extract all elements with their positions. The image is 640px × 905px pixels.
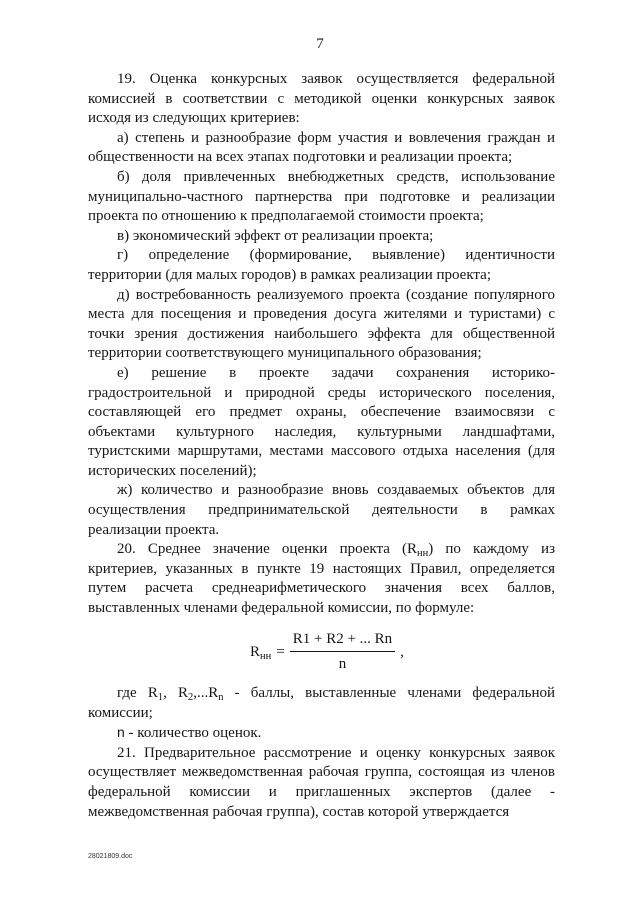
formula-equals: = (276, 643, 285, 660)
formula-lhs-symbol: R (250, 643, 261, 660)
file-name-footer: 28021809.doc (88, 853, 133, 860)
formula-explanation (88, 684, 555, 723)
formula-lhs-subscript: нн (260, 650, 272, 662)
formula-comma: , (400, 643, 404, 660)
paragraph-21: 21. Предварительное рассмотрение и оценку конкурсных заявок осуществляет межведомственная рабочая группа, состоящая из членов федеральной комиссии и приглашенных экспертов (далее - межведомственная рабочая группа), состав которой утверждается (88, 744, 555, 820)
where-sep-2: ,...R (193, 685, 219, 701)
formula-lhs (250, 643, 285, 661)
criterion-zh: ж) количество и разнообразие вновь создаваемых объектов для осуществления предпринимательской деятельности в рамках реализации проекта. (88, 482, 555, 538)
average-score-formula (250, 630, 404, 673)
formula-denominator: n (338, 656, 347, 672)
n-symbol: n (117, 724, 125, 741)
where-sub-n: n (218, 692, 224, 704)
criterion-a: а) степень и разнообразие форм участия и вовлечения граждан и общественности на всех этапах подготовки и реализации проекта; (88, 129, 555, 166)
paragraph-20-start: 20. Среднее значение оценки проекта (R (117, 541, 418, 558)
paragraph-19: 19. Оценка конкурсных заявок осуществляется федеральной комиссией в соответствии с методикой оценки конкурсных заявок исходя из следующих критериев: (88, 71, 555, 127)
paragraph-20-subscript: нн (417, 548, 429, 560)
criterion-d: д) востребованность реализуемого проекта (создание популярного места для посещения и проведения досуга жителями и туристами) с точки зрения достижения наибольшего эффекта для общественной территории соответствующего муниципального образования; (88, 286, 555, 362)
criterion-e: е) решение в проекте задачи сохранения историко-градостроительной и природной среды исторического поселения, составляющей его предмет охраны, обеспечение взаимосвязи с объектами культурного наследия, культурными ландшафтами, туристскими маршрутами, местами массового отдыха населения (для исторических поселений); (88, 364, 555, 479)
where-prefix: где R (117, 685, 158, 701)
section-where-21 (88, 684, 555, 822)
formula-numerator: R1 + R2 + ... Rn (290, 630, 395, 652)
paragraph-20-rest: ) по каждому из критериев, указанных в пункте 19 настоящих Правил, определяется путем расчета среднеарифметического значения всех баллов, выставленных членами федеральной комиссии, по формуле: (88, 541, 555, 617)
n-definition (88, 723, 555, 744)
criterion-g: г) определение (формирование, выявление) идентичности территории (для малых городов) в рамках реализации проекта; (88, 247, 555, 283)
where-sub-1: 1 (157, 692, 164, 704)
n-definition-text: - количество оценок. (124, 725, 262, 742)
paragraph-20 (88, 540, 555, 618)
where-sep-1: , R (163, 685, 188, 701)
section-19-20 (88, 70, 555, 619)
page-number: 7 (316, 36, 324, 52)
criterion-b: б) доля привлеченных внебюджетных средств, использование муниципально-частного партнерства при подготовке и реализации проекта по отношению к предполагаемой стоимости проекта; (88, 168, 555, 225)
criterion-v: в) экономический эффект от реализации проекта; (117, 227, 434, 244)
formula-fraction (290, 630, 395, 673)
where-suffix: - баллы, выставленные членами федеральной комиссии; (88, 685, 555, 721)
where-sub-2: 2 (188, 692, 194, 704)
